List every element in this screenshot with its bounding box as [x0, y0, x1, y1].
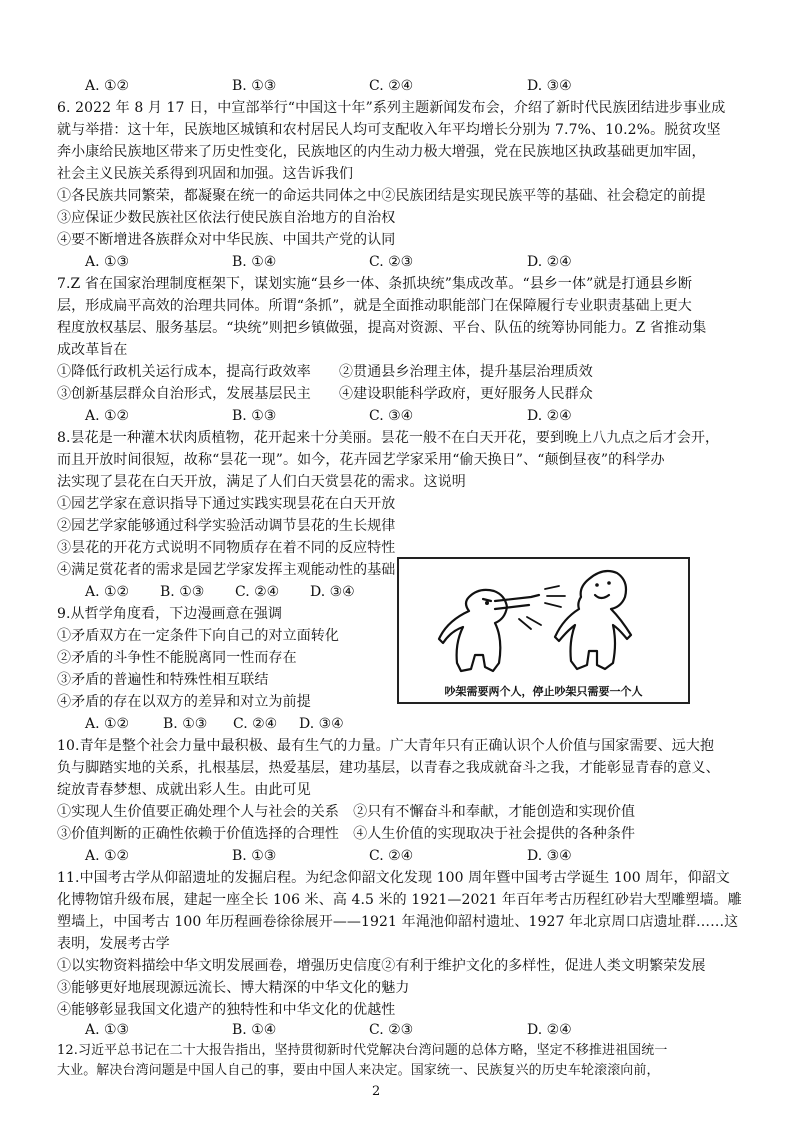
- q7-line: 程度放权基层、服务基层。“块统”则把乡镇做强，提高对资源、平台、队伍的统筹协同能力。Z 省推动集: [57, 320, 707, 336]
- q9-line: ①矛盾双方在一定条件下向自己的对立面转化: [57, 628, 339, 644]
- q7-option-d: D. ②④: [527, 408, 572, 424]
- q8-option-b: B. ①③: [160, 584, 205, 600]
- q11-option-a: A. ①③: [85, 1022, 130, 1038]
- q11-option-d: D. ②④: [527, 1022, 572, 1038]
- q9-option-a: A. ①②: [85, 716, 130, 732]
- q5-option-c: C. ②④: [369, 78, 414, 94]
- q11-line: 化博物馆升级布展，建起一座全长 106 米、高 4.5 米的 1921—2021 年百年考古历程红砂岩大型雕塑墙。雕: [57, 892, 742, 908]
- q7-line: ③创新基层群众自治形式，发展基层民主 ④建设职能科学政府，更好服务人民群众: [57, 386, 593, 402]
- q9-option-b: B. ①③: [163, 716, 208, 732]
- q12-line: 大业。解决台湾问题是中国人自己的事，要由中国人来决定。国家统一、民族复兴的历史车轮滚滚向前，: [57, 1063, 660, 1078]
- q10-option-d: D. ③④: [527, 848, 572, 864]
- q11-line: 表明，发展考古学: [57, 936, 170, 952]
- q11-line: 塑墙上，中国考古 100 年历程画卷徐徐展开——1921 年渑池仰韶村遗址、1927 年北京周口店遗址群……这: [57, 914, 739, 930]
- q12-line: 12.习近平总书记在二十大报告指出，坚持贯彻新时代党解决台湾问题的总体方略，坚定不移推进祖国统一: [57, 1043, 668, 1058]
- q6-option-c: C. ②③: [369, 254, 414, 270]
- q8-option-c: C. ②④: [235, 584, 280, 600]
- q11-line: ③能够更好地展现源远流长、博大精深的中华文化的魅力: [57, 980, 410, 996]
- quarrel-cartoon-drawing: [399, 559, 688, 684]
- q6-line: 社会主义民族关系得到巩固和加强。这告诉我们: [57, 166, 354, 182]
- q11-line: 11.中国考古学从仰韶遗址的发掘启程。为纪念仰韶文化发现 100 周年暨中国考古学诞生 100 周年，仰韶文: [57, 870, 730, 886]
- q10-line: 10.青年是整个社会力量中最积极、最有生气的力量。广大青年只有正确认识个人价值与国家需要、远大抱: [57, 738, 715, 754]
- q8-option-d: D. ③④: [310, 584, 355, 600]
- q6-line: 奔小康给民族地区带来了历史性变化，民族地区的内生动力极大增强，党在民族地区执政基础更加牢固，: [57, 144, 706, 160]
- q7-option-c: C. ③④: [369, 408, 414, 424]
- q7-line: 层，形成扁平高效的治理共同体。所谓“条抓”，就是全面推动职能部门在保障履行专业职责基础上更大: [57, 298, 692, 314]
- q11-option-b: B. ①④: [232, 1022, 277, 1038]
- q8-line: ②园艺学家能够通过科学实验活动调节昙花的生长规律: [57, 518, 396, 534]
- q8-line: ④满足赏花者的需求是园艺学家发挥主观能动性的基础: [57, 562, 396, 578]
- q9-line: ②矛盾的斗争性不能脱离同一性而存在: [57, 650, 297, 666]
- q6-line: ③应保证少数民族社区依法行使民族自治地方的自治权: [57, 210, 396, 226]
- q11-line: ①以实物资料描绘中华文明发展画卷，增强历史信度②有利于维护文化的多样性，促进人类文明繁荣发展: [57, 958, 706, 974]
- q9-option-c: C. ②④: [233, 716, 278, 732]
- q7-option-a: A. ①②: [85, 408, 130, 424]
- q9-line: ③矛盾的普遍性和特殊性相互联结: [57, 672, 269, 688]
- q8-option-a: A. ①②: [85, 584, 130, 600]
- q6-option-d: D. ②④: [527, 254, 572, 270]
- q7-option-b: B. ①③: [232, 408, 277, 424]
- q7-line: ①降低行政机关运行成本，提高行政效率 ②贯通县乡治理主体，提升基层治理质效: [57, 364, 593, 380]
- q9-cartoon: [397, 557, 690, 704]
- q9-line: ④矛盾的存在以双方的差异和对立为前提: [57, 694, 311, 710]
- q6-option-b: B. ①④: [232, 254, 277, 270]
- q6-line: 6. 2022 年 8 月 17 日，中宣部举行“中国这十年”系列主题新闻发布会，介绍了新时代民族团结进步事业成: [57, 100, 726, 116]
- q11-option-c: C. ②③: [369, 1022, 414, 1038]
- cartoon-caption: 吵架需要两个人，停止吵架只需要一个人: [444, 685, 643, 698]
- q9-option-d: D. ③④: [299, 716, 344, 732]
- page-number: 2: [372, 1084, 381, 1099]
- q10-line: ①实现人生价值要正确处理个人与社会的关系 ②只有不懈奋斗和奉献，才能创造和实现价值: [57, 804, 636, 820]
- q10-option-b: B. ①③: [232, 848, 277, 864]
- q7-line: 7.Z 省在国家治理制度框架下，谋划实施“县乡一体、条抓块统”集成改革。“县乡一体”就是打通县乡断: [57, 276, 693, 292]
- q7-line: 成改革旨在: [57, 342, 128, 358]
- q5-option-a: A. ①②: [85, 78, 130, 94]
- q8-line: ③昙花的开花方式说明不同物质存在着不同的反应特性: [57, 540, 396, 556]
- q11-line: ④能够彰显我国文化遗产的独特性和中华文化的优越性: [57, 1002, 396, 1018]
- q10-line: 绽放青春梦想、成就出彩人生。由此可见: [57, 782, 311, 798]
- q10-option-a: A. ①②: [85, 848, 130, 864]
- q6-line: ①各民族共同繁荣，都凝聚在统一的命运共同体之中②民族团结是实现民族平等的基础、社会稳定的前提: [57, 188, 706, 204]
- q8-line: 法实现了昙花在白天开放，满足了人们白天赏昙花的需求。这说明: [57, 474, 466, 490]
- q10-option-c: C. ②④: [369, 848, 414, 864]
- q8-line: 8.昙花是一种灌木状肉质植物，花开起来十分美丽。昙花一般不在白天开花，要到晚上八九点之后才会开，: [57, 430, 720, 446]
- q5-option-d: D. ③④: [527, 78, 572, 94]
- q6-line: ④要不断增进各族群众对中华民族、中国共产党的认同: [57, 232, 396, 248]
- q5-option-b: B. ①③: [232, 78, 277, 94]
- q8-line: ①园艺学家在意识指导下通过实践实现昙花在白天开放: [57, 496, 396, 512]
- q9-line: 9.从哲学角度看，下边漫画意在强调: [57, 606, 283, 622]
- q6-option-a: A. ①③: [85, 254, 130, 270]
- q10-line: ③价值判断的正确性依赖于价值选择的合理性 ④人生价值的实现取决于社会提供的各种条件: [57, 826, 636, 842]
- q8-line: 而且开放时间很短，故称“昙花一现”。如今，花卉园艺学家采用“偷天换日”、“颠倒昼夜”的科学办: [57, 452, 665, 468]
- q6-line: 就与举措：这十年，民族地区城镇和农村居民人均可支配收入年平均增长分别为 7.7%、10.2%。脱贫攻坚: [57, 122, 721, 138]
- q10-line: 负与脚踏实地的关系，扎根基层，热爱基层，建功基层，以青春之我成就奋斗之我，才能彰显青春的意义、: [57, 760, 720, 776]
